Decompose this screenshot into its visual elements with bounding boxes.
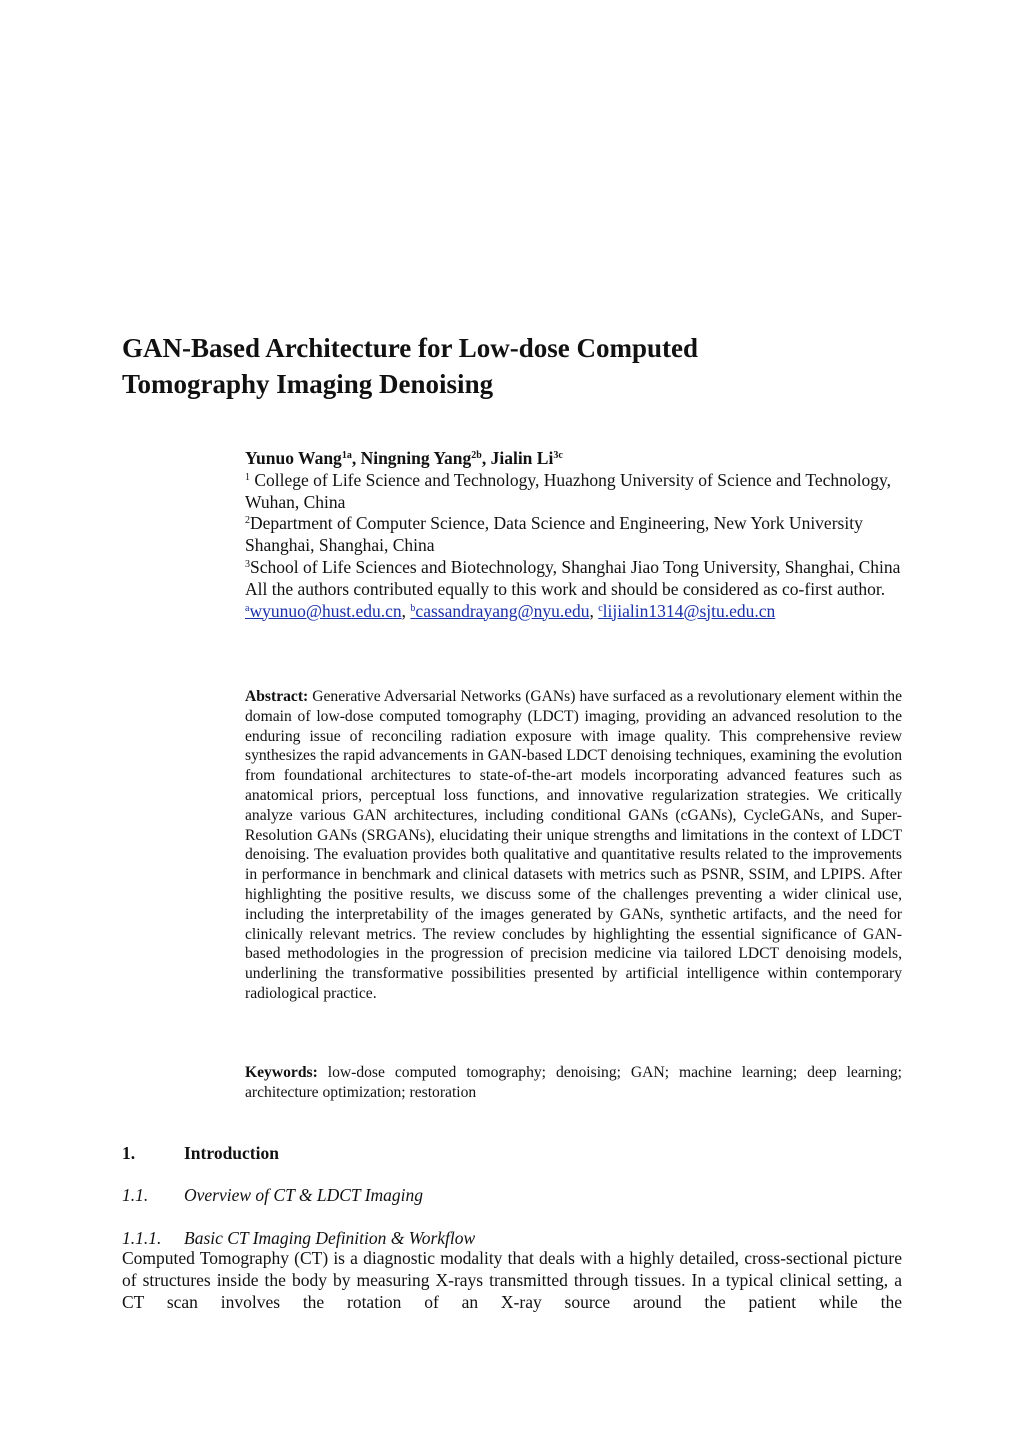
affiliation: $^2$Department of Computer Science, Data Science and Engineering, New York University Shanghai, Shanghai, China xyxy=(245,513,863,556)
author-name: Ningning Yang xyxy=(360,448,472,468)
author-superscript: 1a xyxy=(341,450,352,461)
equal-contribution-note: All the authors contributed equally to this work and should be considered as co-first author. xyxy=(245,578,886,599)
keywords-text: low-dose computed tomography; denoising; GAN; machine learning; deep learning; architecture optimization; restoration xyxy=(245,1064,902,1101)
keywords-label: Keywords: xyxy=(245,1064,318,1081)
title-line-1: GAN-Based Architecture for Low-dose Computed xyxy=(122,333,698,363)
email-link[interactable]: $^b$cassandrayang@nyu.edu xyxy=(410,600,590,621)
author-name: Yunuo Wang xyxy=(245,448,342,468)
email-link[interactable]: $^a$wyunuo@hust.edu.cn xyxy=(245,600,402,621)
author-superscript: 3c xyxy=(553,450,563,461)
author-name: Jialin Li xyxy=(490,448,554,468)
section-title: Basic CT Imaging Definition & Workflow xyxy=(184,1228,476,1248)
affiliation: $^3$School of Life Sciences and Biotechnology, Shanghai Jiao Tong University, Shanghai, China xyxy=(245,556,901,577)
section-title: Overview of CT & LDCT Imaging xyxy=(184,1185,424,1205)
affiliation: $^1$ College of Life Science and Technology, Huazhong University of Science and Technology, Wuhan, China xyxy=(245,469,891,512)
section-number: 1.1. xyxy=(122,1185,149,1205)
section-number: 1. xyxy=(122,1143,136,1163)
paper-title xyxy=(122,330,902,402)
abstract-label: Abstract: xyxy=(245,688,309,705)
front-matter xyxy=(245,448,905,622)
abstract-text: Generative Adversarial Networks (GANs) have surfaced as a revolutionary element within the domain of low-dose computed tomography (LDCT) imaging, providing an advanced resolution to the enduring issue of reconciling radiation exposure with image quality. This comprehensive review synthesizes the rapid advancements in GAN-based LDCT denoising techniques, examining the evolution from foundational architectures to state-of-the-art models incorporating advanced features such as anatomical priors, perceptual loss functions, and innovative regularization strategies. We critically analyze various GAN architectures, including conditional GANs (cGANs), CycleGANs, and Super-Resolution GANs (SRGANs), elucidating their unique strengths and limitations in the context of LDCT denoising. The evaluation provides both qualitative and quantitative results related to the improvements in performance in benchmark and clinical datasets with metrics such as PSNR, SSIM, and LPIPS. After highlighting the positive results, we discuss some of the challenges preventing a wider clinical use, including the interpretability of the images generated by GANs, synthetic artifacts, and the need for clinically relevant metrics. The review concludes by highlighting the essential significance of GAN-based methodologies in the progression of precision medicine via tailored LDCT denoising models, underlining the transformative possibilities presented by artificial intelligence within contemporary radiological practice. xyxy=(245,688,902,1002)
body-paragraph: Computed Tomography (CT) is a diagnostic modality that deals with a highly detailed, cross-sectional picture of structures inside the body by measuring X-rays transmitted through tissues. In a typical clinical setting, a CT scan involves the rotation of an X-ray source around the patient while the xyxy=(122,1248,902,1312)
author-list: Yunuo Wang$^{1a}$, Ningning Yang$^{2b}$, Jialin $Li^{3c}$ xyxy=(245,448,563,468)
title-line-2: Tomography Imaging Denoising xyxy=(122,369,494,399)
author-superscript: 2b xyxy=(471,450,482,461)
email-link[interactable]: $^c$lijialin1314@sjtu.edu.cn xyxy=(598,600,776,621)
keywords xyxy=(245,1063,902,1103)
email-list: $^a$wyunuo@hust.edu.cn, $^b$cassandrayang@nyu.edu, $^c$lijialin1314@sjtu.edu.cn xyxy=(245,600,776,621)
section-number: 1.1.1. xyxy=(122,1228,162,1248)
abstract xyxy=(245,687,902,1004)
section-title: Introduction xyxy=(184,1143,279,1163)
